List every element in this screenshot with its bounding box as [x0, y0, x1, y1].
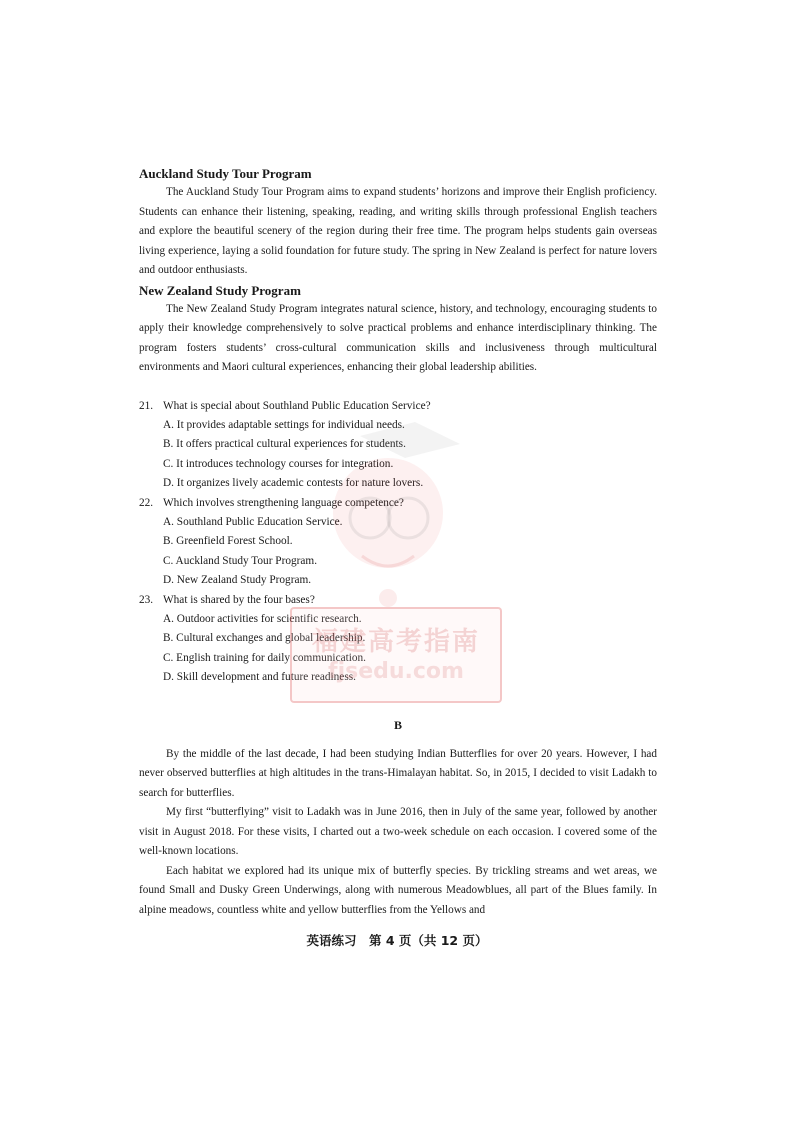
option-c: C. Auckland Study Tour Program.	[163, 554, 318, 567]
question-list	[139, 397, 657, 688]
question-number: 23.	[139, 593, 154, 606]
program-description-new-zealand: The New Zealand Study Program integrates natural science, history, and technology, encouraging students to apply their knowledge comprehensively to solve practical problems and enhance interdisciplinary thinking. The program fosters students’ cross-cultural communication skills and inclusiveness through multicultural environments and Maori cultural experiences, enhancing their global leadership abilities.	[139, 302, 657, 373]
section-b-label: B	[393, 717, 402, 732]
option-a: A. Southland Public Education Service.	[163, 515, 343, 528]
passage-paragraph: By the middle of the last decade, I had been studying Indian Butterflies for over 20 years. However, I had never observed butterflies at high altitudes in the trans-Himalayan habitat. So, in 2015, I decided to visit Ladakh to search for butterflies.	[139, 747, 657, 799]
option-b: B. It offers practical cultural experiences for students.	[163, 438, 406, 451]
question-stem: What is shared by the four bases?	[163, 593, 315, 606]
option-b: B. Cultural exchanges and global leadership.	[163, 632, 366, 645]
question-stem: Which involves strengthening language competence?	[163, 496, 404, 509]
option-a: A. It provides adaptable settings for individual needs.	[163, 418, 405, 431]
question-number: 22.	[139, 496, 154, 509]
watermark-url: fjsedu.com	[328, 659, 464, 684]
question-22	[139, 494, 657, 591]
option-d: D. Skill development and future readiness.	[163, 671, 356, 684]
option-b: B. Greenfield Forest School.	[163, 535, 293, 548]
page-footer: 英语练习 第 4 页（共 12 页）	[306, 933, 488, 948]
question-number: 21.	[139, 399, 154, 412]
option-a: A. Outdoor activities for scientific research.	[163, 612, 362, 625]
program-title-auckland: Auckland Study Tour Program	[139, 166, 312, 181]
option-c: C. English training for daily communication.	[163, 651, 366, 664]
option-d: D. It organizes lively academic contests for nature lovers.	[163, 477, 424, 490]
question-21	[139, 397, 657, 494]
question-stem: What is special about Southland Public Education Service?	[163, 399, 431, 412]
passage-paragraph: My first “butterflying” visit to Ladakh was in June 2016, then in July of the same year, followed by another visit in August 2018. For these visits, I charted out a two-week schedule on each occasion. I covered some of the well-known locations.	[139, 806, 657, 858]
option-c: C. It introduces technology courses for integration.	[163, 457, 394, 470]
passage-paragraph: Each habitat we explored had its unique mix of butterfly species. By trickling streams and wet areas, we found Small and Dusky Green Underwings, along with numerous Meadowblues, all part of the Blues family. In alpine meadows, countless white and yellow butterflies from the Yellows and	[139, 864, 657, 916]
watermark-title: 福建高考指南	[311, 627, 480, 657]
question-23	[139, 591, 657, 688]
page-content	[139, 164, 657, 920]
option-d: D. New Zealand Study Program.	[163, 574, 312, 587]
program-title-new-zealand: New Zealand Study Program	[139, 282, 301, 298]
program-description-auckland: The Auckland Study Tour Program aims to expand students’ horizons and improve their English proficiency. Students can enhance their listening, speaking, reading, and writing skills through professional English teachers and explore the beautiful scenery of the region during their free time. The program helps students gain overseas living experience, laying a solid foundation for future study. The spring in New Zealand is perfect for nature lovers and outdoor enthusiasts.	[139, 186, 657, 276]
